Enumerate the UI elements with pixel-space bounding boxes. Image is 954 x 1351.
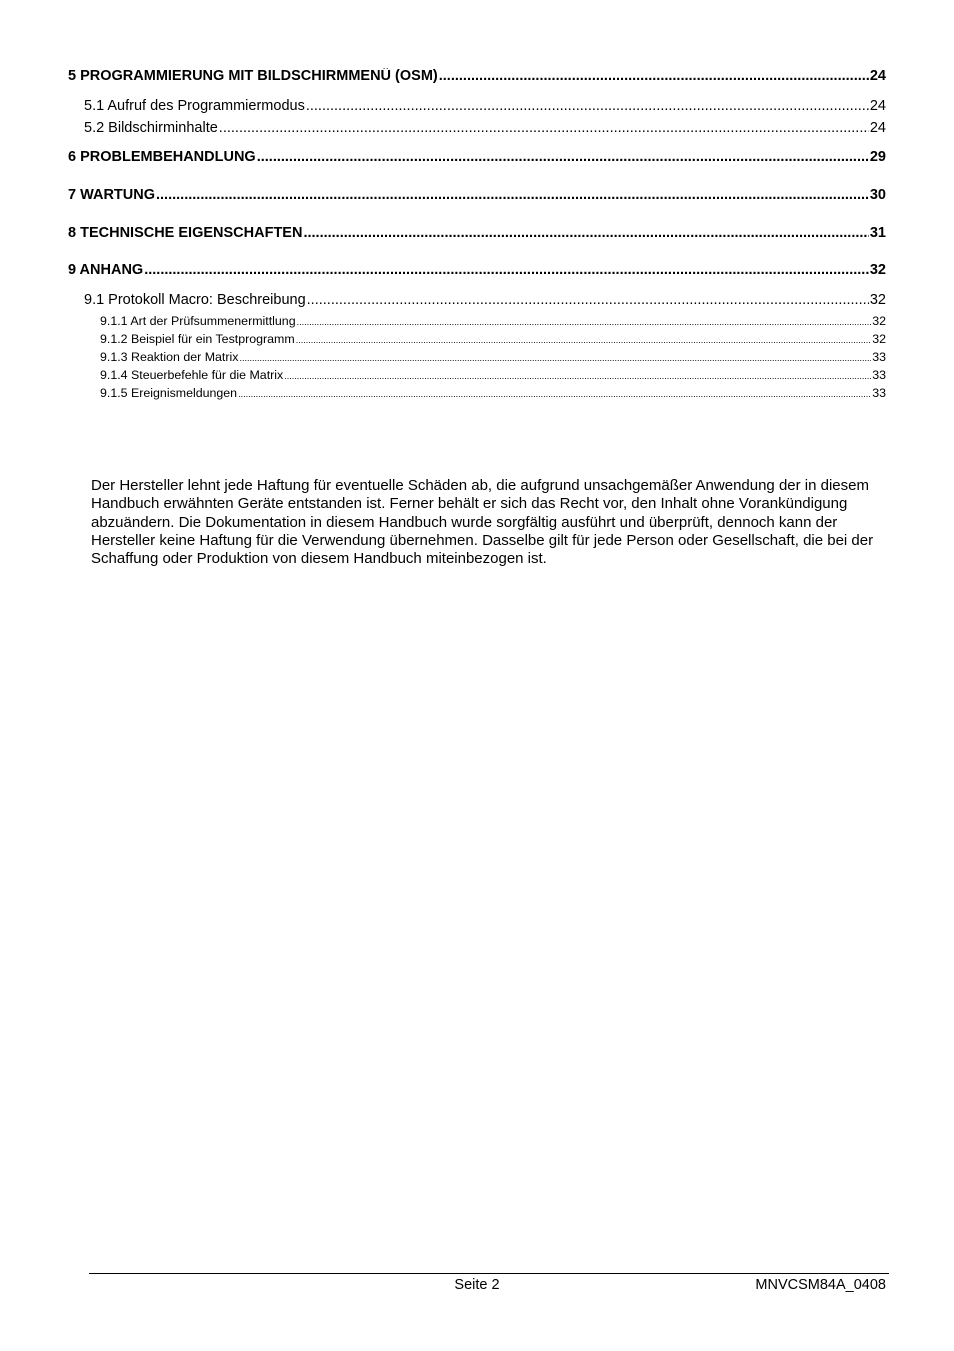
toc-leader-dots <box>144 262 869 278</box>
toc-entry-section-9-1-3[interactable] <box>100 350 886 364</box>
toc-entry-section-5-1[interactable] <box>84 98 886 114</box>
toc-leader-dots <box>239 353 871 363</box>
toc-leader-dots <box>303 225 868 241</box>
toc-entry-page: 24 <box>869 98 886 114</box>
toc-entry-title: 9 ANHANG <box>68 262 144 278</box>
toc-entry-section-9-1-4[interactable] <box>100 368 886 382</box>
toc-leader-dots <box>219 120 869 136</box>
toc-entry-section-9-1-1[interactable] <box>100 314 886 328</box>
toc-entry-section-6[interactable] <box>68 149 886 165</box>
toc-entry-section-8[interactable] <box>68 225 886 241</box>
toc-entry-title: 7 WARTUNG <box>68 187 155 203</box>
toc-entry-title: 5.2 Bildschirminhalte <box>84 120 218 136</box>
toc-entry-title: 8 TECHNISCHE EIGENSCHAFTEN <box>68 225 303 241</box>
toc-entry-title: 9.1.4 Steuerbefehle für die Matrix <box>100 368 284 382</box>
toc-leader-dots <box>297 317 872 327</box>
toc-entry-title: 9.1.5 Ereignismeldungen <box>100 386 238 400</box>
toc-entry-section-9-1-5[interactable] <box>100 386 886 400</box>
toc-entry-page: 32 <box>869 262 886 278</box>
toc-leader-dots <box>296 335 872 345</box>
toc-entry-title: 9.1.3 Reaktion der Matrix <box>100 350 239 364</box>
toc-leader-dots <box>284 371 871 381</box>
toc-entry-title: 9.1 Protokoll Macro: Beschreibung <box>84 292 306 308</box>
toc-entry-title: 9.1.1 Art der Prüfsummenermittlung <box>100 314 296 328</box>
toc-entry-page: 29 <box>869 149 886 165</box>
toc-entry-title: 9.1.2 Beispiel für ein Testprogramm <box>100 332 295 346</box>
toc-leader-dots <box>306 98 869 114</box>
toc-entry-page: 30 <box>869 187 886 203</box>
footer-document-code: MNVCSM84A_0408 <box>755 1277 886 1293</box>
toc-entry-page: 33 <box>872 368 886 382</box>
toc-entry-page: 24 <box>869 68 886 84</box>
toc-leader-dots <box>307 292 869 308</box>
disclaimer-paragraph: Der Hersteller lehnt jede Haftung für eventuelle Schäden ab, die aufgrund unsachgemäßer Anwendung der in diesem Handbuch erwähnten Geräte entstanden ist. Ferner behält er sich das Recht vor, den Inhalt ohne Vorankündigung abzuändern. Die Dokumentation in diesem Handbuch wurde sorgfältig ausführt und überprüft, dennoch kann der Hersteller keine Haftung für die Verwendung übernehmen. Dasselbe gilt für jede Person oder Gesellschaft, die bei der Schaffung oder Produktion von diesem Handbuch miteinbezogen ist. <box>91 477 874 568</box>
toc-entry-page: 33 <box>872 350 886 364</box>
footer-page-number: Seite 2 <box>454 1277 500 1293</box>
toc-leader-dots <box>238 389 871 399</box>
toc-entry-title: 5 PROGRAMMIERUNG MIT BILDSCHIRMMENÜ (OSM) <box>68 68 438 84</box>
toc-entry-title: 5.1 Aufruf des Programmiermodus <box>84 98 305 114</box>
toc-entry-section-9-1[interactable] <box>84 292 886 308</box>
toc-entry-page: 32 <box>872 332 886 346</box>
footer-divider <box>89 1273 889 1274</box>
toc-entry-title: 6 PROBLEMBEHANDLUNG <box>68 149 256 165</box>
toc-entry-section-9[interactable] <box>68 262 886 278</box>
toc-entry-page: 33 <box>872 386 886 400</box>
toc-entry-page: 31 <box>869 225 886 241</box>
toc-entry-page: 32 <box>872 314 886 328</box>
toc-leader-dots <box>257 149 869 165</box>
toc-entry-section-5-2[interactable] <box>84 120 886 136</box>
toc-entry-page: 24 <box>869 120 886 136</box>
toc-entry-section-7[interactable] <box>68 187 886 203</box>
toc-entry-page: 32 <box>869 292 886 308</box>
toc-entry-section-9-1-2[interactable] <box>100 332 886 346</box>
toc-leader-dots <box>439 68 869 84</box>
toc-entry-section-5[interactable] <box>68 68 886 84</box>
toc-leader-dots <box>156 187 869 203</box>
